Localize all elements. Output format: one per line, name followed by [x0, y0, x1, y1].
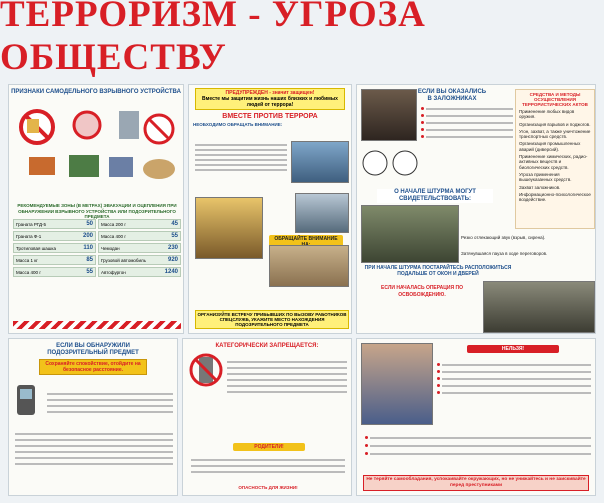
- no-phone-icon: [189, 353, 223, 387]
- instructions-lines: [47, 389, 173, 417]
- panel-heading: КАТЕГОРИЧЕСКИ ЗАПРЕЩАЕТСЯ:: [215, 343, 319, 349]
- panel-must-not: [356, 338, 596, 496]
- zone-cell: Тротиловая шашка 110: [13, 243, 96, 253]
- parents-label: РОДИТЕЛИ!: [233, 443, 305, 451]
- zone-cell: Масса 200 г 45: [98, 219, 181, 229]
- storm-sign: Затянувшаяся пауза в ходе переговоров.: [461, 251, 548, 256]
- method-item: Угроза применения вышеуказанных средств.: [519, 171, 572, 183]
- panel-heading: ЕСЛИ ВЫ ОБНАРУЖИЛИ ПОДОЗРИТЕЛЬНЫЙ ПРЕДМЕТ: [47, 343, 139, 356]
- rules-list-2: [365, 431, 591, 460]
- photo-release: [483, 281, 595, 333]
- instructions-lines-2: [15, 429, 173, 469]
- rules-list: [437, 359, 591, 398]
- text-lines: [195, 141, 287, 174]
- method-item: Угон, захват, а также уничтожение транспортных средств.: [519, 128, 591, 140]
- method-item: Захват заложников.: [519, 184, 561, 190]
- zone-cell: Граната РГД-5 50: [13, 219, 96, 229]
- parents-lines: [191, 455, 345, 477]
- note-label: ОБРАЩАЙТЕ ВНИМАНИЕ: [269, 235, 343, 249]
- hostage-text: [421, 107, 513, 138]
- phone-icon: [15, 383, 37, 417]
- photo-gagged: [361, 343, 433, 425]
- subheading-box: Сохраняйте спокойствие, отойдите на безопасное расстояние.: [39, 359, 147, 375]
- photo-bags: [195, 197, 263, 259]
- photo-transport: [295, 193, 349, 233]
- photo-storm: [361, 205, 459, 263]
- zone-cell: Граната Ф-1 200: [13, 231, 96, 241]
- warning-title: ПРЕДУПРЕЖДЕН - значит защищен!: [225, 90, 315, 96]
- attention-label: НЕОБХОДИМО ОБРАЩАТЬ ВНИМАНИЕ:: [193, 122, 283, 127]
- photo-crowd: [291, 141, 349, 183]
- explosive-device-illustrations: [9, 99, 183, 199]
- photo-hostage: [361, 89, 417, 141]
- panel-against-terror: [188, 84, 352, 334]
- methods-heading: СРЕДСТВА И МЕТОДЫ ОСУЩЕСТВЛЕНИЯ ТЕРРОРИСТИЧЕСКИХ АКТОВ: [522, 92, 588, 107]
- method-item: Применение химических, радио-активных веществ и биологических средств.: [519, 154, 588, 170]
- zone-cell: Масса 400 г 55: [13, 267, 96, 277]
- zone-cell: Масса 1 кг 85: [13, 255, 96, 265]
- zones-heading: РЕКОМЕНДУЕМЫЕ ЗОНЫ (В МЕТРАХ) ЭВАКУАЦИИ И ОЦЕПЛЕНИЯ ПРИ ОБНАРУЖЕНИИ ВЗРЫВНОГО УСТРОЙСТВА ИЛИ ПОДОЗРИТЕЛЬНОГО ПРЕДМЕТА: [17, 203, 177, 219]
- zone-cell: Масса 400 г 55: [98, 231, 181, 241]
- warning-box: [195, 88, 345, 110]
- zone-cell: Автофургон 1240: [98, 267, 181, 277]
- forbidden-lines: [227, 357, 347, 397]
- footer-box: Не теряйте самообладания, успокаивайте окружающих, но не унижайтесь и не заискивайте перед преступниками: [363, 475, 589, 491]
- storm-heading: О НАЧАЛЕ ШТУРМА МОГУТ СВИДЕТЕЛЬСТВОВАТЬ:: [377, 189, 493, 203]
- hazard-stripes: [13, 321, 181, 329]
- method-item: Организация промышленных аварий (диверсий).: [519, 141, 581, 152]
- footer-box: ОРГАНИЗУЙТЕ ВСТРЕЧУ ПРИБЫВШИХ ПО ВЫЗОВУ РАБОТНИКОВ СПЕЦСЛУЖБ, УКАЖИТЕ МЕСТО НАХОЖДЕНИЯ ПОДОЗРИТЕЛЬНОГО ПРЕДМЕТА: [195, 310, 349, 329]
- photo-street: [269, 245, 349, 287]
- panel-explosive-signs: [8, 84, 184, 334]
- zone-cell: Чемодан 230: [98, 243, 181, 253]
- storm-heading-2: ПРИ НАЧАЛЕ ШТУРМА ПОСТАРАЙТЕСЬ РАСПОЛОЖИТЬСЯ ПОДАЛЬШЕ ОТ ОКОН И ДВЕРЕЙ: [364, 265, 512, 277]
- method-item: Применение любых видов оружия.: [519, 109, 575, 120]
- panel-heading: ПРИЗНАКИ САМОДЕЛЬНОГО ВЗРЫВНОГО УСТРОЙСТВА: [11, 89, 181, 95]
- panel-heading: НЕЛЬЗЯ!: [467, 345, 559, 353]
- suspect-sketches: [361, 145, 421, 185]
- storm-sign: Резко отлекающий звук (взрыв, сирена).: [461, 235, 546, 240]
- zone-cell: Грузовой автомобиль 920: [98, 255, 181, 265]
- panel-heading: ВМЕСТЕ ПРОТИВ ТЕРРОРА: [222, 113, 318, 120]
- hostage-heading: ЕСЛИ ВЫ ОКАЗАЛИСЬ В ЗАЛОЖНИКАХ: [417, 89, 487, 102]
- panel-hostages: [356, 84, 596, 334]
- release-heading: ЕСЛИ НАЧАЛАСЬ ОПЕРАЦИЯ ПО ОСВОБОЖДЕНИЮ.: [381, 285, 463, 298]
- footer-warning: ОПАСНОСТЬ ДЛЯ ЖИЗНИ!: [238, 485, 298, 490]
- methods-box: [515, 89, 595, 229]
- warning-subtitle: Вместе мы защитим жизнь наших близких и любимых людей от террора!: [202, 96, 338, 108]
- panel-suspicious-object: [8, 338, 178, 496]
- poster-title: ТЕРРОРИЗМ - УГРОЗА ОБЩЕСТВУ: [0, 0, 426, 78]
- method-item: Информационно-психологическое воздействие.: [519, 191, 591, 203]
- zones-table: [13, 219, 181, 277]
- panel-forbidden: [182, 338, 352, 496]
- method-item: Организация взрывов и поджогов.: [519, 121, 591, 127]
